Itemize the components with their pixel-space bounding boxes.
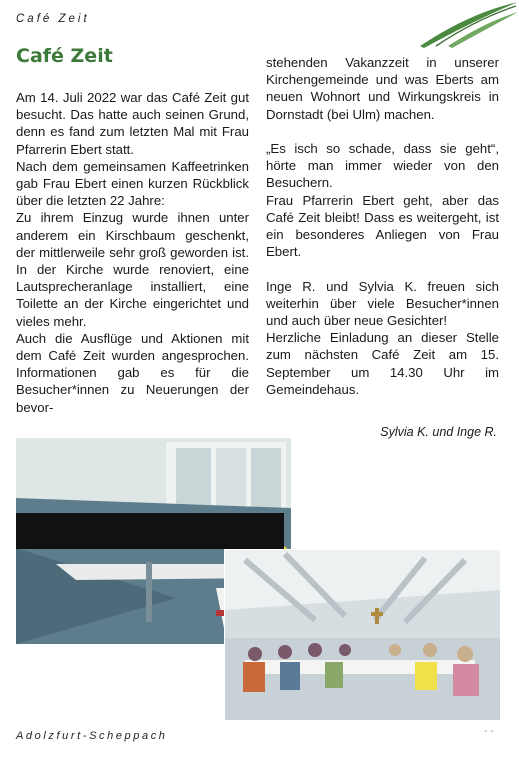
- leaf-decoration-icon: [400, 0, 519, 48]
- section-label: Café Zeit: [16, 13, 90, 25]
- footer-label: Adolzfurt-Scheppach: [16, 730, 168, 742]
- article-title: Café Zeit: [16, 45, 113, 67]
- paragraph: Frau Pfarrerin Ebert geht, aber das Café Zeit bleibt! Dass es weitergeht, ist ein besonderes Anliegen von Frau Ebert.: [266, 192, 499, 260]
- photo-group-tables: [224, 549, 501, 721]
- paragraph: Zu ihrem Einzug wurde ihnen unter anderem ein Kirschbaum geschenkt, der mittlerweile sehr groß geworden ist. In der Kirche wurde renoviert, eine Lautsprecheranlage installiert, eine Toilette an der Kirche eingerichtet und vieles mehr.: [16, 210, 249, 329]
- paragraph: Nach dem gemeinsamen Kaffeetrinken gab Frau Ebert einen kurzen Rückblick über die letzten 22 Jahre:: [16, 158, 249, 209]
- paragraph: „Es isch so schade, dass sie geht“, hörte man immer wieder von den Besuchern.: [266, 141, 499, 191]
- article-column-left: [16, 89, 249, 416]
- redaction-bar: [16, 513, 284, 549]
- paragraph: Herzliche Einladung an dieser Stelle zum nächsten Café Zeit am 15. September um 14.30 Uhr im Gemeindehaus.: [266, 330, 499, 397]
- page-number-mark: - -: [484, 726, 494, 737]
- paragraph: Inge R. und Sylvia K. freuen sich weiterhin über viele Besucher*innen und auch über neue Gesichter!: [266, 278, 499, 329]
- paragraph: Am 14. Juli 2022 war das Café Zeit gut besucht. Das hatte auch seinen Grund, denn es fand zum letzten Mal mit Frau Pfarrerin Ebert statt.: [16, 90, 249, 157]
- signature: Sylvia K. und Inge R.: [380, 425, 497, 439]
- paragraph: stehenden Vakanzzeit in unserer Kirchengemeinde und was Eberts am neuen Wohnort und Wirkungskreis in Dornstadt (bei Ulm) machen.: [266, 55, 499, 122]
- article-column-right: [266, 54, 499, 398]
- paragraph: Auch die Ausflüge und Aktionen mit dem Café Zeit wurden angesprochen. Informationen gab es für die Besucher*innen zu Neuerungen der bevor-: [16, 330, 249, 415]
